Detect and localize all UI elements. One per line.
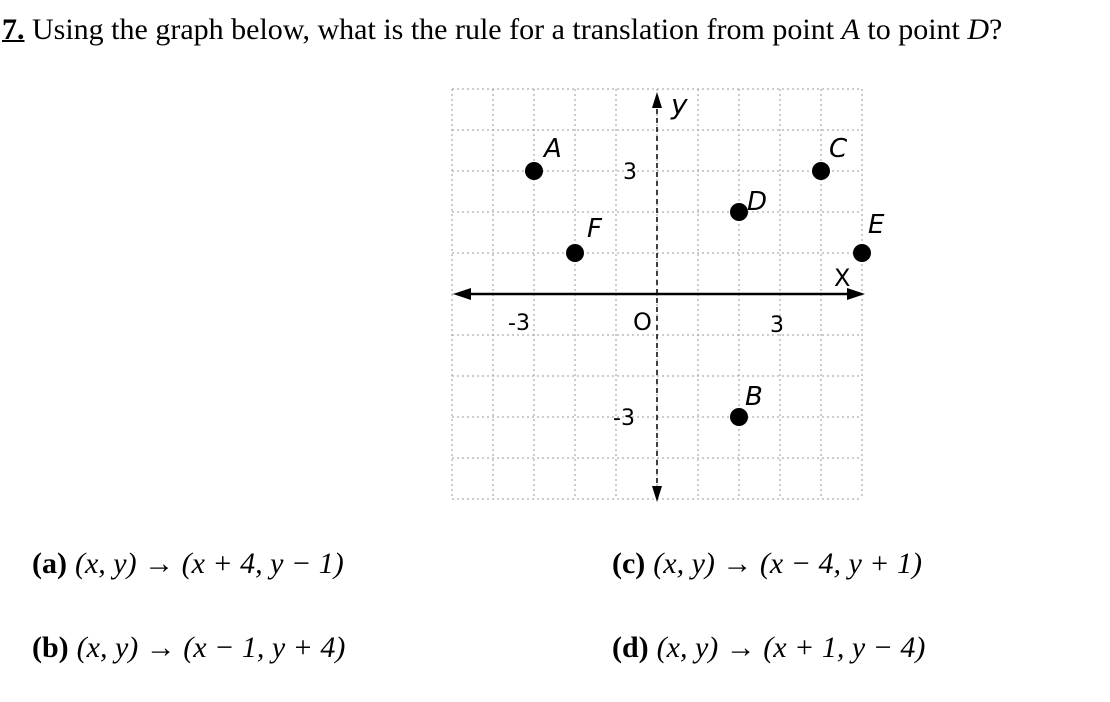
point-e-marker [853,244,871,262]
y-axis-label: y [671,88,688,121]
point-e-label: E [868,210,885,240]
option-d-expression: (x, y) → (x + 1, y − 4) [656,631,926,664]
point-d-label: D [747,187,768,217]
y-tick-label-3: 3 [623,160,637,185]
coordinate-plane [447,82,885,512]
origin-label: O [633,308,652,336]
coordinate-graph [447,82,885,512]
x-tick-label-neg3: -3 [508,311,530,336]
question-text-end: ? [989,13,1003,46]
option-a[interactable] [32,544,344,584]
question-point-a: A [841,13,860,46]
y-axis-arrow-up [652,92,662,108]
x-axis-arrow-left [453,288,471,300]
y-tick-label-neg3: -3 [613,406,635,431]
option-b-label: (b) [32,631,69,664]
option-b-expression: (x, y) → (x − 1, y + 4) [76,631,346,664]
question-text-part1: Using the graph below, what is the rule for a translation from point [32,13,835,46]
option-d-label: (d) [612,631,649,664]
question-number: 7. [2,13,25,46]
option-b[interactable] [32,628,345,668]
question-text-part2: to point [867,13,960,46]
option-c-label: (c) [612,547,646,580]
point-a-label: A [544,134,562,164]
x-tick-label-3: 3 [770,313,784,338]
option-d[interactable] [612,628,925,668]
point-c-marker [812,162,830,180]
y-axis-arrow-down [652,486,662,502]
points-layer [525,134,885,426]
point-d-marker [730,203,748,221]
option-c[interactable] [612,544,922,584]
point-f-label: F [587,214,602,244]
option-a-expression: (x, y) → (x + 4, y − 1) [74,547,344,580]
question-text [2,10,1002,50]
question-point-d: D [967,13,990,46]
point-c-label: C [829,134,848,164]
point-a-marker [525,162,543,180]
option-a-label: (a) [32,547,67,580]
point-f-marker [566,244,584,262]
axes [453,92,865,502]
option-c-expression: (x, y) → (x − 4, y + 1) [653,547,923,580]
x-axis-label: X [834,264,851,292]
point-b-label: B [745,382,763,412]
